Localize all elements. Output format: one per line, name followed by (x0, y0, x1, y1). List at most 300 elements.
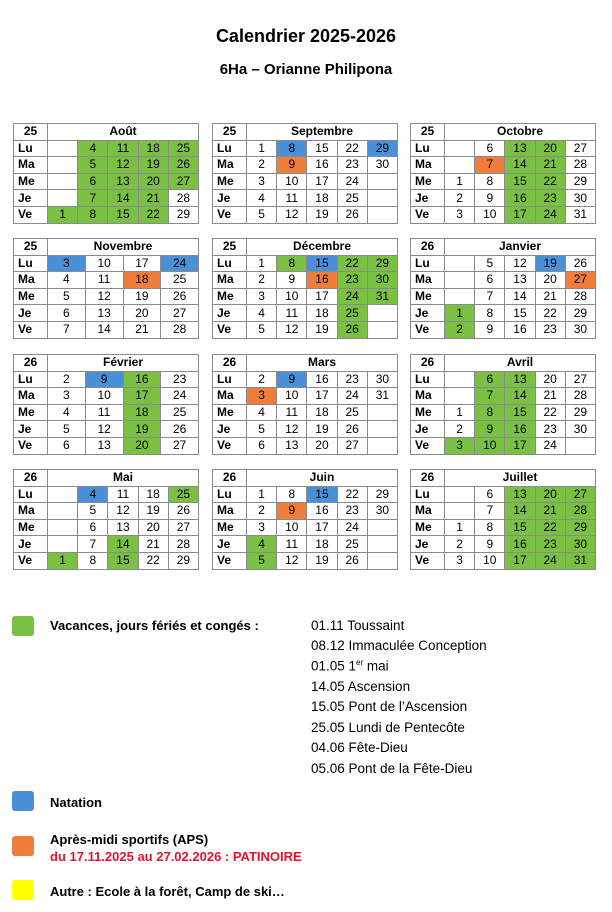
day-label: Lu (14, 486, 48, 503)
day-cell: 3 (48, 255, 86, 272)
day-cell: 23 (535, 321, 565, 338)
day-cell: 30 (367, 157, 397, 174)
day-cell (445, 255, 475, 272)
day-cell: 12 (85, 421, 123, 438)
day-cell: 4 (48, 272, 86, 289)
day-cell: 1 (445, 519, 475, 536)
day-label: Ma (411, 157, 445, 174)
day-cell: 13 (108, 173, 138, 190)
day-label: Lu (213, 371, 247, 388)
day-cell: 3 (48, 388, 86, 405)
day-cell: 27 (168, 519, 198, 536)
day-cell: 10 (475, 437, 505, 454)
day-cell: 19 (307, 421, 337, 438)
day-cell: 7 (475, 288, 505, 305)
day-cell: 10 (475, 206, 505, 223)
day-cell: 20 (123, 437, 161, 454)
day-cell: 22 (337, 486, 367, 503)
day-cell: 20 (535, 272, 565, 289)
day-label: Ve (411, 552, 445, 569)
day-label: Me (14, 404, 48, 421)
day-cell: 22 (535, 404, 565, 421)
holiday-item: 08.12 Immaculée Conception (311, 638, 487, 653)
day-cell: 26 (168, 157, 198, 174)
month-name: Octobre (445, 124, 596, 141)
day-cell: 24 (337, 288, 367, 305)
page-subtitle: 6Ha – Orianne Philipona (219, 61, 393, 78)
day-cell: 29 (565, 404, 595, 421)
day-cell: 14 (505, 503, 535, 520)
day-cell: 13 (505, 140, 535, 157)
day-label: Ve (213, 206, 247, 223)
day-cell: 26 (337, 421, 367, 438)
day-cell: 15 (505, 173, 535, 190)
day-label: Lu (14, 140, 48, 157)
day-cell (367, 552, 397, 569)
day-label: Lu (213, 255, 247, 272)
day-cell: 13 (277, 437, 307, 454)
day-cell: 29 (565, 519, 595, 536)
holiday-item: 25.05 Lundi de Pentecôte (311, 720, 465, 735)
day-label: Ve (14, 437, 48, 454)
day-cell: 12 (108, 503, 138, 520)
day-label: Je (411, 421, 445, 438)
month-name: Janvier (445, 239, 596, 256)
day-cell: 7 (78, 190, 108, 207)
month-name: Décembre (247, 239, 398, 256)
day-cell: 30 (565, 421, 595, 438)
day-cell: 29 (367, 486, 397, 503)
day-label: Me (411, 173, 445, 190)
month-table (212, 123, 398, 224)
day-cell: 2 (48, 371, 86, 388)
yellow-swatch (12, 880, 34, 900)
day-label: Je (213, 421, 247, 438)
day-label: Ma (411, 388, 445, 405)
day-cell (367, 437, 397, 454)
day-cell: 2 (445, 421, 475, 438)
day-cell: 18 (307, 305, 337, 322)
day-label: Lu (411, 371, 445, 388)
day-cell: 28 (565, 503, 595, 520)
day-cell: 8 (277, 255, 307, 272)
day-cell: 22 (337, 140, 367, 157)
day-cell: 18 (138, 140, 168, 157)
day-cell: 31 (367, 388, 397, 405)
day-cell: 5 (48, 288, 86, 305)
month-table (410, 354, 596, 455)
day-label: Ve (213, 321, 247, 338)
day-cell: 27 (161, 437, 199, 454)
day-cell: 24 (161, 388, 199, 405)
day-label: Me (213, 404, 247, 421)
day-cell: 22 (535, 305, 565, 322)
day-cell (367, 173, 397, 190)
day-cell (367, 206, 397, 223)
day-cell: 10 (277, 173, 307, 190)
day-cell: 26 (337, 206, 367, 223)
day-cell: 14 (505, 157, 535, 174)
holiday-item: 04.06 Fête-Dieu (311, 740, 408, 755)
day-cell: 19 (123, 288, 161, 305)
day-cell: 9 (277, 503, 307, 520)
day-cell: 25 (168, 486, 198, 503)
day-cell: 30 (565, 190, 595, 207)
legend-autre-label: Autre : Ecole à la forêt, Camp de ski… (50, 884, 285, 899)
day-cell: 15 (307, 140, 337, 157)
day-cell: 8 (277, 140, 307, 157)
day-cell: 15 (108, 552, 138, 569)
day-cell: 22 (337, 255, 367, 272)
day-cell: 28 (161, 321, 199, 338)
month-name: Avril (445, 355, 596, 372)
day-cell: 22 (138, 552, 168, 569)
day-cell (445, 388, 475, 405)
day-cell: 31 (565, 552, 595, 569)
day-cell: 8 (475, 305, 505, 322)
day-cell: 2 (247, 503, 277, 520)
legend-natation-label: Natation (50, 795, 102, 810)
day-cell: 11 (277, 536, 307, 553)
day-label: Je (213, 536, 247, 553)
day-cell: 4 (48, 404, 86, 421)
day-cell: 25 (337, 536, 367, 553)
day-cell: 5 (48, 421, 86, 438)
day-cell: 17 (123, 388, 161, 405)
day-cell: 27 (565, 371, 595, 388)
day-cell: 20 (138, 519, 168, 536)
month-name: Juin (247, 470, 398, 487)
day-cell: 19 (307, 321, 337, 338)
day-cell: 4 (247, 404, 277, 421)
day-cell: 22 (535, 173, 565, 190)
day-cell: 19 (123, 421, 161, 438)
day-cell: 26 (161, 288, 199, 305)
day-cell: 22 (138, 206, 168, 223)
day-cell (445, 371, 475, 388)
day-cell: 25 (337, 190, 367, 207)
day-label: Ma (213, 503, 247, 520)
day-cell: 2 (445, 536, 475, 553)
day-cell: 1 (445, 404, 475, 421)
day-cell: 9 (85, 371, 123, 388)
day-cell (48, 157, 78, 174)
day-cell (48, 536, 78, 553)
day-cell (48, 486, 78, 503)
day-cell: 15 (505, 404, 535, 421)
blue-swatch (12, 791, 34, 811)
day-cell (48, 519, 78, 536)
orange-swatch (12, 836, 34, 856)
day-cell: 11 (277, 305, 307, 322)
year-cell: 26 (14, 470, 48, 487)
holiday-item: 15.05 Pont de l’Ascension (311, 699, 468, 714)
day-cell (565, 437, 595, 454)
day-cell: 17 (505, 206, 535, 223)
day-cell: 7 (48, 321, 86, 338)
day-cell: 30 (565, 321, 595, 338)
day-cell: 26 (168, 503, 198, 520)
day-cell: 18 (123, 404, 161, 421)
month-table (212, 354, 398, 455)
day-cell: 12 (85, 288, 123, 305)
year-cell: 25 (213, 124, 247, 141)
day-cell: 21 (138, 536, 168, 553)
day-cell: 4 (247, 305, 277, 322)
day-cell: 4 (247, 536, 277, 553)
day-cell: 15 (505, 519, 535, 536)
day-cell: 18 (138, 486, 168, 503)
day-cell: 10 (277, 388, 307, 405)
day-label: Je (411, 190, 445, 207)
day-label: Ve (411, 206, 445, 223)
day-cell: 4 (78, 486, 108, 503)
day-cell: 19 (307, 552, 337, 569)
day-cell: 24 (535, 552, 565, 569)
day-cell: 6 (475, 140, 505, 157)
day-label: Lu (411, 255, 445, 272)
day-cell: 28 (565, 157, 595, 174)
day-cell: 27 (168, 173, 198, 190)
day-cell: 24 (337, 519, 367, 536)
day-cell: 15 (307, 255, 337, 272)
day-cell: 17 (505, 552, 535, 569)
day-cell: 7 (475, 388, 505, 405)
day-cell: 13 (505, 486, 535, 503)
day-label: Me (411, 288, 445, 305)
day-cell: 29 (367, 140, 397, 157)
month-name: Juillet (445, 470, 596, 487)
day-cell: 31 (367, 288, 397, 305)
day-label: Me (213, 173, 247, 190)
day-cell: 21 (123, 321, 161, 338)
day-cell: 22 (535, 519, 565, 536)
day-cell: 12 (277, 321, 307, 338)
day-cell: 10 (85, 255, 123, 272)
day-cell: 11 (277, 190, 307, 207)
day-cell: 18 (307, 404, 337, 421)
day-cell: 20 (123, 305, 161, 322)
day-cell: 27 (161, 305, 199, 322)
day-label: Ve (411, 437, 445, 454)
day-cell: 5 (475, 255, 505, 272)
day-cell (367, 536, 397, 553)
day-cell: 13 (85, 437, 123, 454)
day-cell: 3 (247, 173, 277, 190)
year-cell: 26 (411, 239, 445, 256)
day-cell: 23 (535, 190, 565, 207)
year-cell: 25 (14, 124, 48, 141)
month-table (13, 238, 199, 339)
month-name: Septembre (247, 124, 398, 141)
day-label: Me (213, 288, 247, 305)
day-cell: 2 (445, 321, 475, 338)
day-cell: 17 (123, 255, 161, 272)
month-name: Août (48, 124, 199, 141)
day-label: Je (411, 305, 445, 322)
day-cell: 8 (475, 173, 505, 190)
legend-vacances-label: Vacances, jours fériés et congés : (50, 618, 259, 633)
day-label: Ma (411, 272, 445, 289)
day-cell: 30 (367, 272, 397, 289)
day-label: Ma (14, 157, 48, 174)
day-cell: 31 (565, 206, 595, 223)
day-label: Ma (213, 388, 247, 405)
month-table (13, 354, 199, 455)
day-cell: 11 (108, 140, 138, 157)
day-cell: 27 (565, 486, 595, 503)
day-cell: 9 (277, 272, 307, 289)
day-cell: 12 (505, 255, 535, 272)
day-label: Je (213, 305, 247, 322)
holiday-item: 05.06 Pont de la Fête-Dieu (311, 761, 473, 776)
day-cell (48, 173, 78, 190)
day-cell: 19 (535, 255, 565, 272)
day-cell (367, 519, 397, 536)
day-label: Lu (14, 255, 48, 272)
day-cell: 27 (337, 437, 367, 454)
day-cell: 27 (565, 140, 595, 157)
day-cell: 12 (277, 552, 307, 569)
day-label: Ma (14, 503, 48, 520)
day-cell: 15 (307, 486, 337, 503)
day-cell: 21 (535, 388, 565, 405)
day-cell: 8 (475, 519, 505, 536)
day-cell: 5 (247, 552, 277, 569)
day-cell: 9 (277, 371, 307, 388)
day-cell: 12 (277, 421, 307, 438)
day-cell: 6 (78, 519, 108, 536)
day-label: Lu (411, 140, 445, 157)
day-cell: 30 (367, 503, 397, 520)
day-cell: 13 (85, 305, 123, 322)
day-cell: 18 (307, 190, 337, 207)
day-cell: 25 (161, 404, 199, 421)
day-cell: 13 (505, 371, 535, 388)
day-cell: 8 (475, 404, 505, 421)
month-name: Février (48, 355, 199, 372)
day-cell: 28 (168, 536, 198, 553)
legend-aps-label: Après-midi sportifs (APS) (50, 832, 209, 847)
day-cell: 2 (445, 190, 475, 207)
green-swatch (12, 616, 34, 636)
day-cell: 28 (565, 288, 595, 305)
day-cell: 20 (307, 437, 337, 454)
day-cell: 10 (277, 288, 307, 305)
day-label: Je (213, 190, 247, 207)
day-label: Ve (213, 552, 247, 569)
day-cell (48, 503, 78, 520)
day-cell: 20 (535, 486, 565, 503)
day-cell: 26 (565, 255, 595, 272)
day-cell: 27 (565, 272, 595, 289)
day-cell: 11 (85, 272, 123, 289)
day-cell: 25 (168, 140, 198, 157)
day-cell: 29 (168, 206, 198, 223)
day-cell: 16 (505, 190, 535, 207)
month-table (410, 123, 596, 224)
day-label: Lu (14, 371, 48, 388)
day-cell: 2 (247, 157, 277, 174)
day-cell: 1 (247, 140, 277, 157)
day-cell: 6 (475, 371, 505, 388)
day-cell: 8 (78, 206, 108, 223)
day-cell (445, 486, 475, 503)
day-cell (445, 157, 475, 174)
day-cell: 16 (307, 272, 337, 289)
day-cell: 24 (337, 173, 367, 190)
day-cell: 19 (138, 503, 168, 520)
day-cell: 29 (367, 255, 397, 272)
month-name: Mai (48, 470, 199, 487)
day-label: Je (14, 305, 48, 322)
day-cell: 1 (48, 206, 78, 223)
day-cell (445, 140, 475, 157)
day-cell: 11 (277, 404, 307, 421)
month-name: Mars (247, 355, 398, 372)
day-cell (445, 288, 475, 305)
day-label: Ma (14, 272, 48, 289)
day-label: Je (14, 421, 48, 438)
day-cell: 4 (78, 140, 108, 157)
day-cell: 7 (475, 157, 505, 174)
year-cell: 25 (411, 124, 445, 141)
day-cell: 17 (505, 437, 535, 454)
day-cell: 5 (78, 157, 108, 174)
day-cell: 25 (161, 272, 199, 289)
day-cell: 12 (277, 206, 307, 223)
day-cell: 6 (78, 173, 108, 190)
day-cell: 23 (337, 371, 367, 388)
day-cell: 24 (337, 388, 367, 405)
day-cell: 11 (85, 404, 123, 421)
day-cell: 17 (307, 288, 337, 305)
day-cell: 9 (475, 536, 505, 553)
day-cell: 4 (247, 190, 277, 207)
year-cell: 25 (14, 239, 48, 256)
day-cell: 21 (535, 503, 565, 520)
day-cell: 11 (108, 486, 138, 503)
day-cell: 1 (247, 255, 277, 272)
day-cell: 7 (475, 503, 505, 520)
day-cell: 5 (78, 503, 108, 520)
day-cell: 5 (247, 206, 277, 223)
day-label: Ve (14, 206, 48, 223)
day-cell: 8 (277, 486, 307, 503)
month-table (410, 469, 596, 570)
holiday-item: 01.11 Toussaint (311, 618, 405, 633)
day-cell: 16 (307, 157, 337, 174)
day-cell: 29 (565, 305, 595, 322)
day-label: Me (213, 519, 247, 536)
day-label: Me (411, 404, 445, 421)
day-cell: 26 (337, 552, 367, 569)
day-label: Ve (14, 321, 48, 338)
day-cell: 6 (475, 272, 505, 289)
day-cell: 1 (445, 305, 475, 322)
day-label: Je (411, 536, 445, 553)
day-cell: 8 (78, 552, 108, 569)
day-cell: 16 (307, 503, 337, 520)
day-cell (367, 421, 397, 438)
day-cell: 23 (337, 503, 367, 520)
day-cell: 18 (123, 272, 161, 289)
day-cell: 1 (247, 486, 277, 503)
day-cell: 28 (565, 388, 595, 405)
day-cell (367, 321, 397, 338)
day-cell: 28 (168, 190, 198, 207)
day-label: Me (14, 173, 48, 190)
